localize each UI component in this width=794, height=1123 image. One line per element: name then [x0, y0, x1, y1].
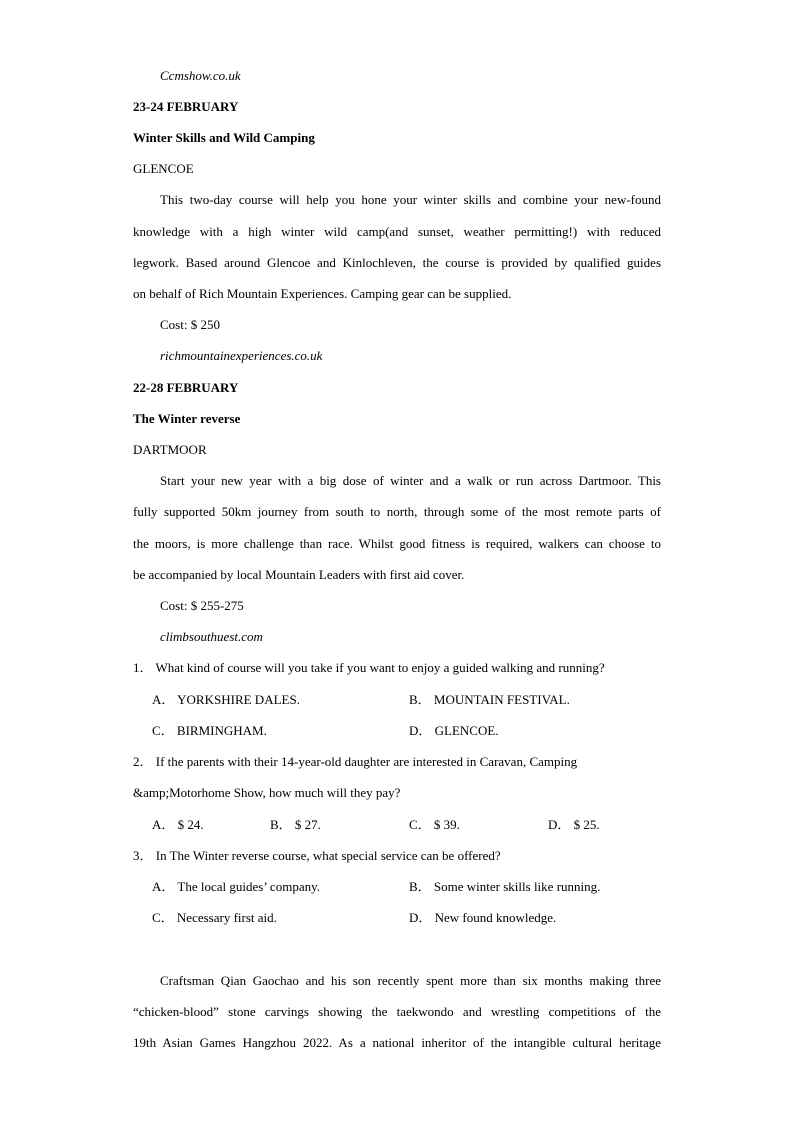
question-1-text: 1． What kind of course will you take if you want to enjoy a guided walking and running?	[133, 660, 605, 675]
passage-line: 19th Asian Games Hangzhou 2022. As a national inheritor of the intangible cultural heritage	[133, 1035, 661, 1050]
question-1-option-c: C． BIRMINGHAM.	[152, 723, 267, 738]
passage-line: “chicken-blood” stone carvings showing the taekwondo and wrestling competitions of the	[133, 1004, 661, 1019]
passage-line: Craftsman Qian Gaochao and his son recently spent more than six months making three	[160, 973, 661, 988]
event3-desc-line: be accompanied by local Mountain Leaders with first aid cover.	[133, 567, 465, 582]
question-3-option-d: D． New found knowledge.	[409, 910, 557, 925]
event2-cost: Cost: $ 250	[160, 317, 220, 332]
question-1-option-a: A． YORKSHIRE DALES.	[152, 692, 300, 707]
question-2-option-d: D． $ 25.	[548, 817, 600, 832]
event3-cost: Cost: $ 255-275	[160, 598, 244, 613]
question-3-text: 3． In The Winter reverse course, what special service can be offered?	[133, 848, 501, 863]
event3-date: 22-28 FEBRUARY	[133, 380, 239, 395]
event2-location: GLENCOE	[133, 161, 194, 176]
event3-desc-line: Start your new year with a big dose of winter and a walk or run across Dartmoor. This	[160, 473, 661, 488]
question-2-text: &amp;Motorhome Show, how much will they pay?	[133, 785, 401, 800]
event3-website: climbsouthuest.com	[160, 629, 263, 644]
event2-desc-line: This two-day course will help you hone your winter skills and combine your new-found	[160, 192, 661, 207]
question-3-option-b: B． Some winter skills like running.	[409, 879, 601, 894]
event3-location: DARTMOOR	[133, 442, 207, 457]
event2-desc-line: knowledge with a high winter wild camp(and sunset, weather permitting!) with reduced	[133, 224, 661, 239]
event2-date: 23-24 FEBRUARY	[133, 99, 239, 114]
event2-title: Winter Skills and Wild Camping	[133, 130, 315, 145]
event2-website: richmountainexperiences.co.uk	[160, 348, 323, 363]
question-2-text: 2． If the parents with their 14-year-old daughter are interested in Caravan, Camping	[133, 754, 578, 769]
question-1-option-b: B． MOUNTAIN FESTIVAL.	[409, 692, 570, 707]
event2-desc-line: legwork. Based around Glencoe and Kinlochleven, the course is provided by qualified guides	[133, 255, 661, 270]
question-3-option-c: C． Necessary first aid.	[152, 910, 277, 925]
event3-desc-line: fully supported 50km journey from south to north, through some of the most remote parts of	[133, 504, 661, 519]
question-1-option-d: D． GLENCOE.	[409, 723, 499, 738]
event1-website: Ccmshow.co.uk	[160, 68, 241, 83]
event3-title: The Winter reverse	[133, 411, 241, 426]
question-2-option-c: C． $ 39.	[409, 817, 460, 832]
question-2-option-a: A． $ 24.	[152, 817, 204, 832]
question-2-option-b: B． $ 27.	[270, 817, 321, 832]
event2-desc-line: on behalf of Rich Mountain Experiences. Camping gear can be supplied.	[133, 286, 512, 301]
question-3-option-a: A． The local guides’ company.	[152, 879, 320, 894]
event3-desc-line: the moors, is more challenge than race. Whilst good fitness is required, walkers can choose to	[133, 536, 661, 551]
